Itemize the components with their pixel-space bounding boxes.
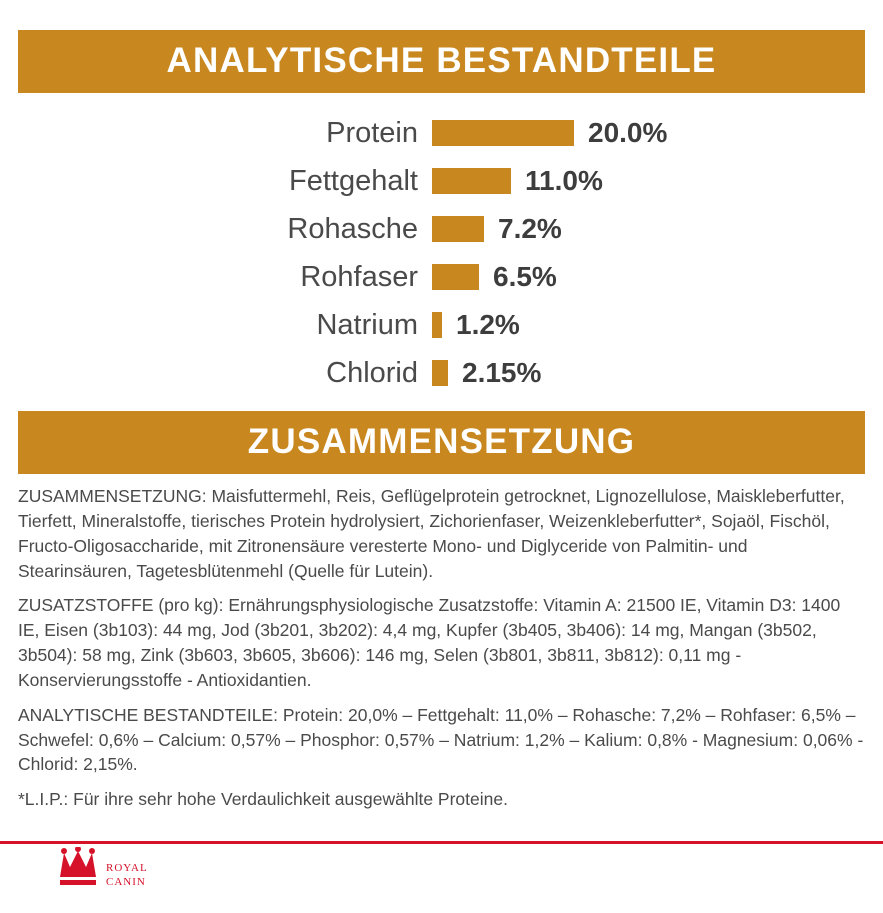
chart-label-rohfaser: Rohfaser xyxy=(300,260,418,293)
chart-label-chlorid: Chlorid xyxy=(326,356,418,389)
chart-row xyxy=(18,253,865,301)
chart-row xyxy=(18,301,865,349)
product-info-page xyxy=(0,30,883,913)
page-footer xyxy=(0,841,883,913)
royal-canin-logo xyxy=(52,847,202,907)
chart-bar-rohasche xyxy=(432,216,484,242)
composition-paragraph-analytical: ANALYTISCHE BESTANDTEILE: Protein: 20,0% – Fettgehalt: 11,0% – Rohasche: 7,2% – Rohfaser: 6,5% – Schwefel: 0,6% – Calcium: 0,57% – Phosphor: 0,57% – Natrium: 1,2% – Kalium: 0,8% - Magnesium: 0,06% - Chlorid: 2,15%. xyxy=(18,704,864,775)
analytical-components-banner: ANALYTISCHE BESTANDTEILE xyxy=(18,30,865,93)
chart-bar-chlorid xyxy=(432,360,448,386)
footer-divider xyxy=(0,841,883,844)
chart-label-natrium: Natrium xyxy=(316,308,418,341)
chart-bar-wrap xyxy=(432,357,865,389)
chart-row xyxy=(18,349,865,397)
composition-paragraph-ingredients: ZUSAMMENSETZUNG: Maisfuttermehl, Reis, Geflügelprotein getrocknet, Lignozellulose, Maiskleberfutter, Tierfett, Mineralstoffe, tierisches Protein hydrolysiert, Zichorienfaser, Weizenkleberfutter*, Sojaöl, Fischöl, Fructo-Oligosaccharide, mit Zitronensäure veresterte Mono- und Diglyceride von Palmitin- und Stearinsäuren, Tagetesblütenmehl (Quelle für Lutein). xyxy=(18,486,845,581)
chart-bar-rohfaser xyxy=(432,264,479,290)
chart-bar-natrium xyxy=(432,312,442,338)
chart-row xyxy=(18,157,865,205)
chart-bar-wrap xyxy=(432,213,865,245)
analytical-components-chart xyxy=(0,109,883,397)
chart-bar-wrap xyxy=(432,165,865,197)
chart-row xyxy=(18,109,865,157)
chart-label-rohasche: Rohasche xyxy=(287,212,418,245)
chart-label-protein: Protein xyxy=(326,116,418,149)
chart-bar-wrap xyxy=(432,309,865,341)
svg-text:ROYAL: ROYAL xyxy=(106,862,148,874)
composition-banner: ZUSAMMENSETZUNG xyxy=(18,411,865,474)
composition-text xyxy=(0,474,883,812)
chart-bar-wrap xyxy=(432,261,865,293)
chart-value-chlorid: 2.15% xyxy=(462,357,542,388)
chart-bar-fettgehalt xyxy=(432,168,511,194)
chart-value-natrium: 1.2% xyxy=(456,309,520,340)
chart-row xyxy=(18,205,865,253)
composition-paragraph-additives: ZUSATZSTOFFE (pro kg): Ernährungsphysiologische Zusatzstoffe: Vitamin A: 21500 IE, Vitamin D3: 1400 IE, Eisen (3b103): 44 mg, Jod (3b201, 3b202): 4,4 mg, Kupfer (3b405, 3b406): 14 mg, Mangan (3b502, 3b504): 58 mg, Zink (3b603, 3b605, 3b606): 146 mg, Selen (3b801, 3b811, 3b812): 0,11 mg - Konservierungsstoffe - Antioxidantien. xyxy=(18,595,841,690)
chart-bar-protein xyxy=(432,120,574,146)
chart-value-rohasche: 7.2% xyxy=(498,213,562,244)
chart-bar-wrap xyxy=(432,117,865,149)
chart-value-fettgehalt: 11.0% xyxy=(525,165,603,196)
svg-text:CANIN: CANIN xyxy=(106,876,146,888)
chart-value-rohfaser: 6.5% xyxy=(493,261,557,292)
composition-footnote-lip: *L.I.P.: Für ihre sehr hohe Verdaulichkeit ausgewählte Proteine. xyxy=(18,789,508,810)
chart-value-protein: 20.0% xyxy=(588,117,668,148)
chart-label-fettgehalt: Fettgehalt xyxy=(289,164,418,197)
